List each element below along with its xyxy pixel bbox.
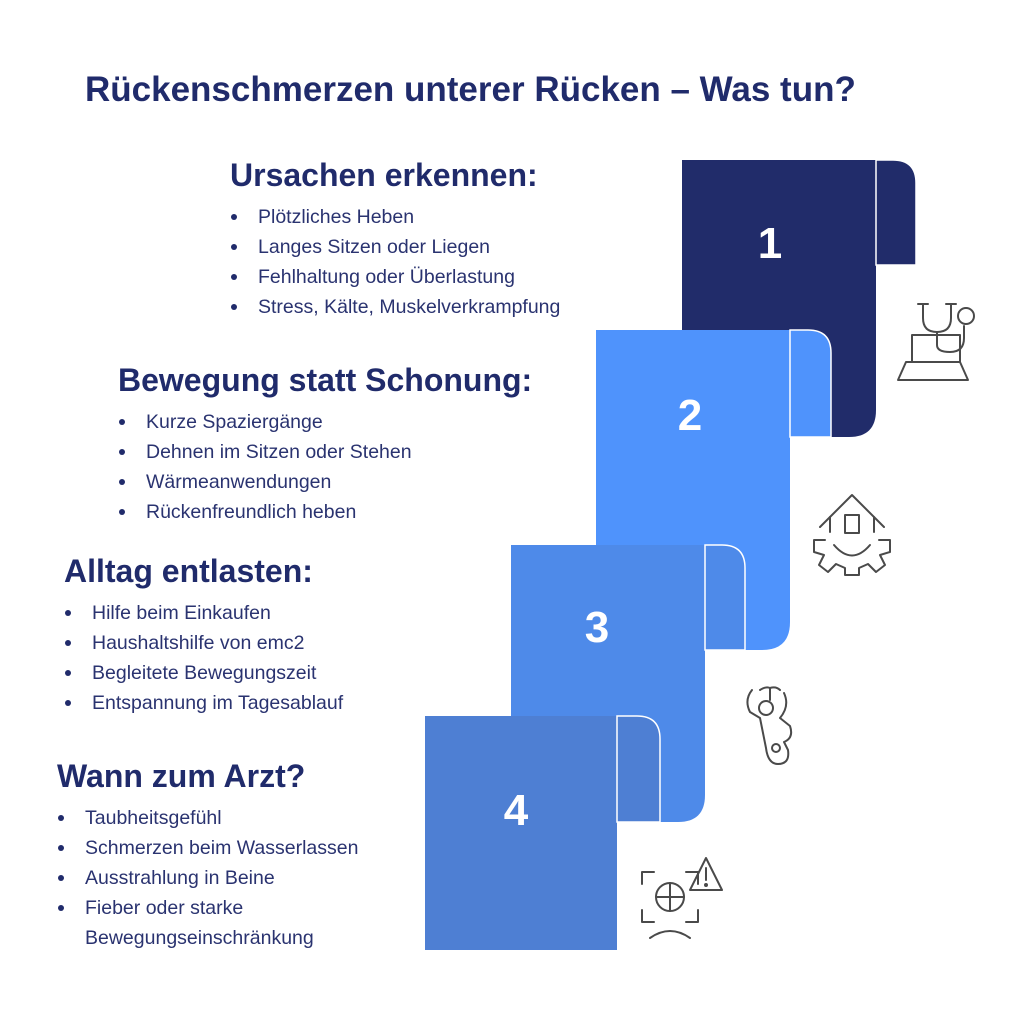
- list-item: Stress, Kälte, Muskelverkrampfung: [230, 292, 560, 322]
- step-4-banner-curl: [617, 716, 660, 822]
- step-3-number: 3: [584, 603, 610, 652]
- step-1-banner-curl: [876, 160, 916, 265]
- list-item: Begleitete Bewegungszeit: [64, 658, 343, 688]
- step-1-number: 1: [757, 219, 783, 268]
- list-item: Dehnen im Sitzen oder Stehen: [118, 437, 532, 467]
- step-4-number: 4: [503, 786, 529, 835]
- list-item: Wärmeanwendungen: [118, 467, 532, 497]
- bullet-list: [230, 202, 560, 322]
- step-2-number: 2: [677, 391, 703, 440]
- list-item: Fehlhaltung oder Überlastung: [230, 262, 560, 292]
- page-title: Rückenschmerzen unterer Rücken – Was tun?: [85, 70, 856, 109]
- list-item: Taubheitsgefühl: [57, 803, 385, 833]
- list-item: Haushaltshilfe von emc2: [64, 628, 343, 658]
- home-gear-icon: [814, 495, 890, 575]
- list-item: Plötzliches Heben: [230, 202, 560, 232]
- list-item: Kurze Spaziergänge: [118, 407, 532, 437]
- section-everyday-relief: [64, 553, 343, 718]
- list-item: Rückenfreundlich heben: [118, 497, 532, 527]
- face-scan-warning-icon: [642, 858, 722, 938]
- list-item: Ausstrahlung in Beine: [57, 863, 385, 893]
- stethoscope-laptop-icon: [898, 304, 974, 380]
- list-item: Fieber oder starke Bewegungseinschränkung: [57, 893, 385, 953]
- section-see-doctor: [57, 758, 385, 953]
- list-item: Hilfe beim Einkaufen: [64, 598, 343, 628]
- bullet-list: [57, 803, 385, 953]
- section-causes: [230, 157, 560, 322]
- section-movement: [118, 362, 532, 527]
- step-2-banner-curl: [790, 330, 831, 437]
- section-heading: Ursachen erkennen:: [230, 157, 538, 193]
- section-heading: Wann zum Arzt?: [57, 758, 306, 794]
- bullet-list: [64, 598, 343, 718]
- wrench-icon: [747, 687, 791, 764]
- step-3-banner-curl: [705, 545, 745, 650]
- list-item: Schmerzen beim Wasserlassen: [57, 833, 385, 863]
- list-item: Langes Sitzen oder Liegen: [230, 232, 560, 262]
- bullet-list: [118, 407, 532, 527]
- section-heading: Alltag entlasten:: [64, 553, 313, 589]
- section-heading: Bewegung statt Schonung:: [118, 362, 533, 398]
- step-4-banner: [425, 716, 660, 950]
- list-item: Entspannung im Tagesablauf: [64, 688, 343, 718]
